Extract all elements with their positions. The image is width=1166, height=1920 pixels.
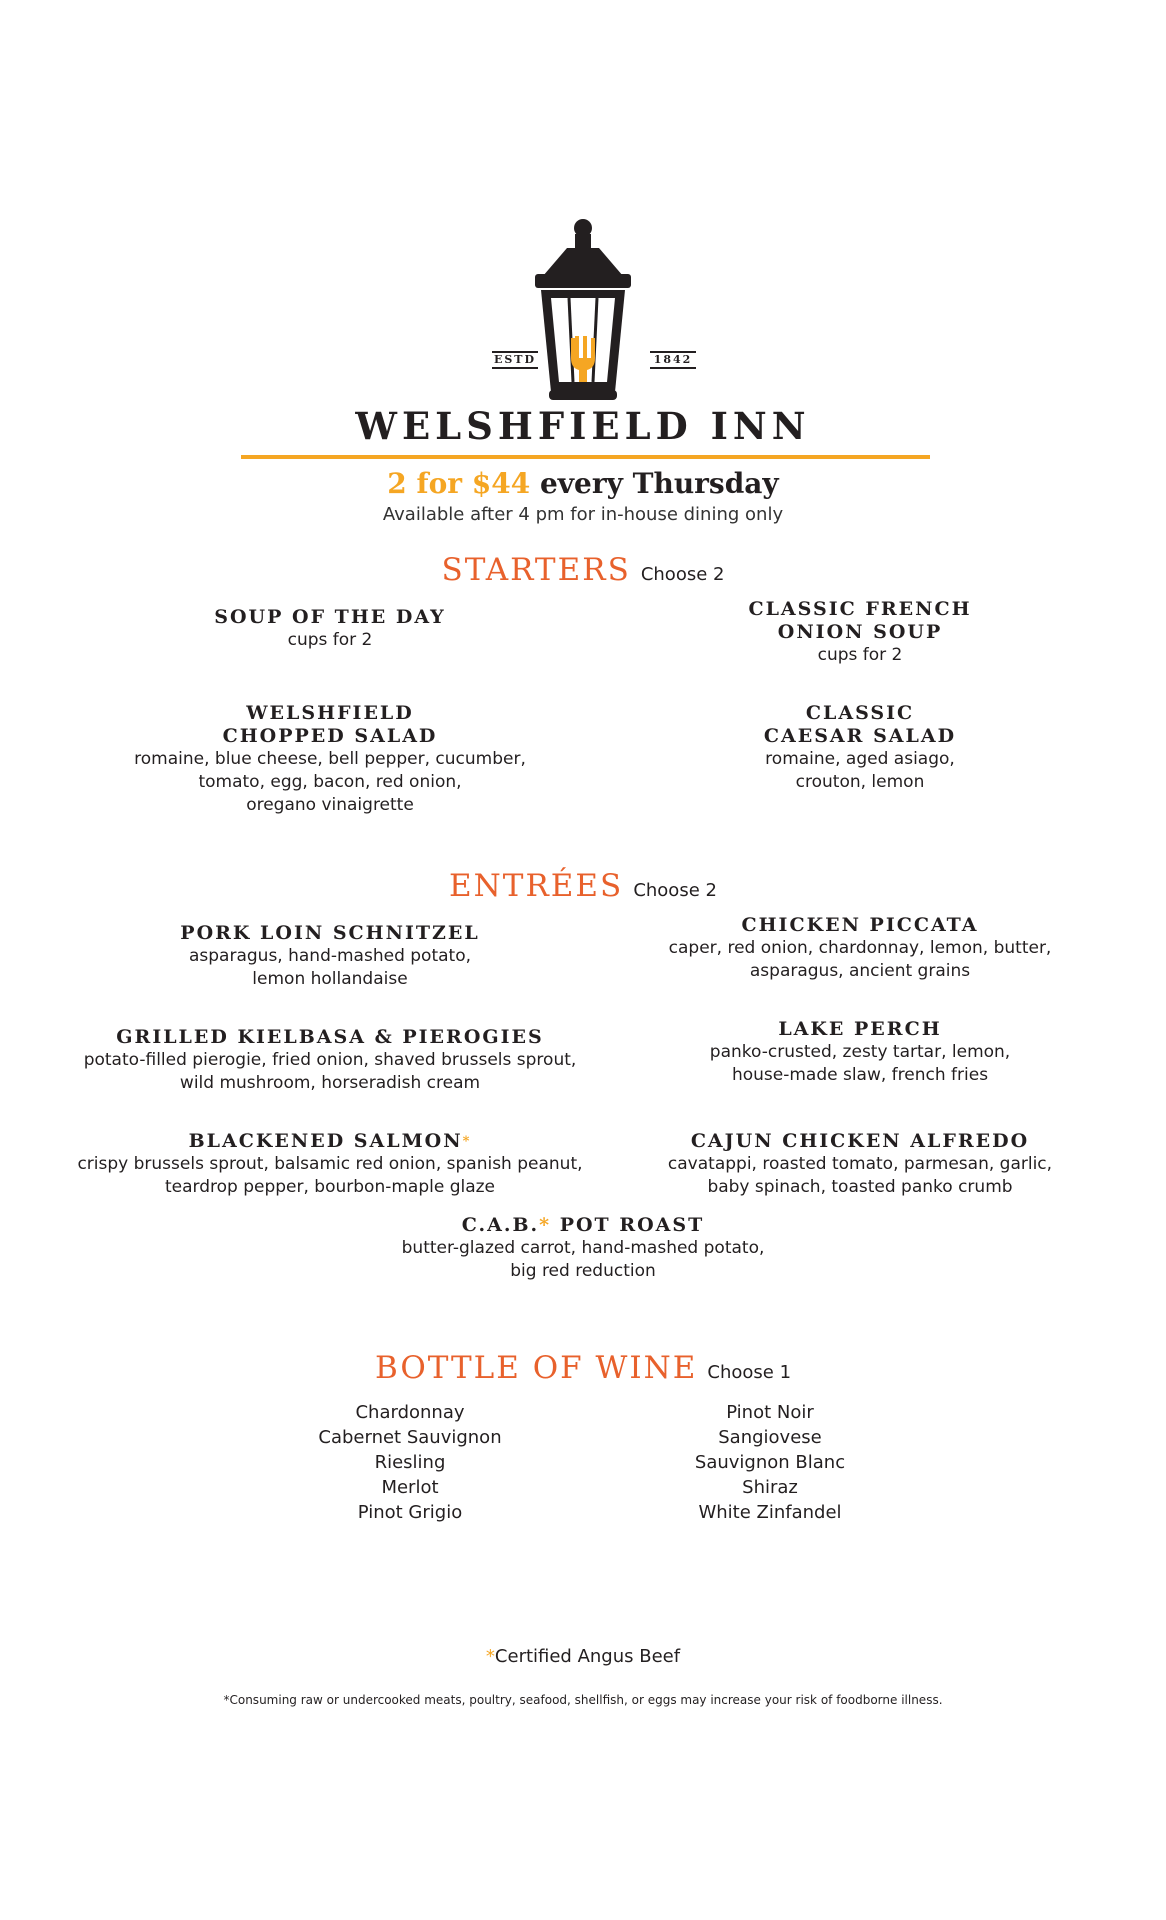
wine-option: Sangiovese [718, 1427, 822, 1448]
starter-item [100, 702, 560, 817]
entree-item [620, 1018, 1100, 1087]
starters-header [0, 552, 1166, 588]
item-name-text: BLACKENED SALMON [188, 1130, 463, 1152]
wine-option: Merlot [381, 1477, 439, 1498]
entree-item [90, 922, 570, 991]
item-name: LAKE PERCH [778, 1018, 942, 1040]
item-description: cups for 2 [817, 645, 903, 665]
item-name: CLASSIC CAESAR SALAD [763, 702, 957, 747]
item-description: cups for 2 [287, 630, 373, 650]
wine-list-right [640, 1400, 900, 1525]
asterisk-mark: * [485, 1646, 495, 1667]
entrees-header [0, 868, 1166, 904]
wine-list-left [280, 1400, 540, 1525]
promo-day: every Thursday [539, 467, 779, 500]
wine-option: Chardonnay [355, 1402, 465, 1423]
estd-label: ESTD [492, 351, 538, 369]
item-name: WELSHFIELD CHOPPED SALAD [222, 702, 438, 747]
wine-option: Sauvignon Blanc [694, 1452, 846, 1473]
starters-choose: Choose 2 [640, 564, 725, 585]
wine-option: Riesling [374, 1452, 446, 1473]
wine-option: Shiraz [742, 1477, 798, 1498]
item-name [60, 1130, 600, 1153]
cab-footnote-text: Certified Angus Beef [494, 1646, 681, 1667]
item-name: CAJUN CHICKEN ALFREDO [690, 1130, 1030, 1152]
item-description: asparagus, hand-mashed potato, lemon hollandaise [188, 946, 472, 989]
entree-item [620, 1130, 1100, 1199]
restaurant-name: WELSHFIELD INN [355, 404, 811, 448]
starter-item [660, 702, 1060, 794]
wine-option: White Zinfandel [698, 1502, 842, 1523]
item-description: potato-filled pierogie, fried onion, shaved brussels sprout, wild mushroom, horseradish cream [83, 1050, 577, 1093]
entree-item [60, 1130, 600, 1199]
wine-option: Pinot Grigio [357, 1502, 463, 1523]
lantern-fork-icon [483, 218, 683, 408]
lantern-logo [483, 218, 683, 408]
item-description: romaine, aged asiago, crouton, lemon [765, 749, 955, 792]
asterisk-mark: * [462, 1134, 472, 1149]
promo-headline [0, 467, 1166, 500]
entrees-choose: Choose 2 [633, 880, 717, 901]
item-name: CHICKEN PICCATA [741, 914, 979, 936]
item-name: CLASSIC FRENCH ONION SOUP [748, 598, 972, 643]
item-name: SOUP OF THE DAY [214, 606, 446, 628]
item-description: butter-glazed carrot, hand-mashed potato, big red reduction [401, 1238, 765, 1281]
entree-item [333, 1214, 833, 1283]
item-name-prefix: C.A.B. [461, 1214, 540, 1236]
wine-header [0, 1350, 1166, 1386]
asterisk-mark: * [539, 1214, 552, 1236]
wine-option: Cabernet Sauvignon [318, 1427, 502, 1448]
item-name [333, 1214, 833, 1237]
item-description: panko-crusted, zesty tartar, lemon, house-made slaw, french fries [709, 1042, 1011, 1085]
item-name-text: POT ROAST [551, 1214, 705, 1236]
item-description: crispy brussels sprout, balsamic red onion, spanish peanut, teardrop pepper, bourbon-maple glaze [77, 1154, 583, 1197]
entrees-title: ENTRÉES [449, 868, 624, 904]
starters-title: STARTERS [441, 552, 631, 588]
availability-note: Available after 4 pm for in-house dining only [382, 504, 784, 525]
item-name: GRILLED KIELBASA & PIEROGIES [116, 1026, 544, 1048]
item-name: PORK LOIN SCHNITZEL [180, 922, 480, 944]
wine-choose: Choose 1 [707, 1362, 792, 1383]
entree-item [620, 914, 1100, 983]
item-description: cavatappi, roasted tomato, parmesan, garlic, baby spinach, toasted panko crumb [667, 1154, 1053, 1197]
wine-title: BOTTLE OF WINE [374, 1350, 698, 1386]
entree-item [60, 1026, 600, 1095]
established-year: 1842 [650, 351, 696, 369]
promo-deal: 2 for $44 [387, 467, 531, 500]
item-description: caper, red onion, chardonnay, lemon, butter, asparagus, ancient grains [668, 938, 1052, 981]
item-description: romaine, blue cheese, bell pepper, cucumber, tomato, egg, bacon, red onion, oregano vinaigrette [134, 749, 526, 815]
wine-option: Pinot Noir [726, 1402, 814, 1423]
title-divider [241, 455, 930, 459]
starter-item [130, 606, 530, 652]
cab-footnote [0, 1646, 1166, 1667]
starter-item [660, 598, 1060, 667]
food-safety-disclaimer: *Consuming raw or undercooked meats, poultry, seafood, shellfish, or eggs may increase your risk of foodborne illness. [223, 1693, 943, 1707]
